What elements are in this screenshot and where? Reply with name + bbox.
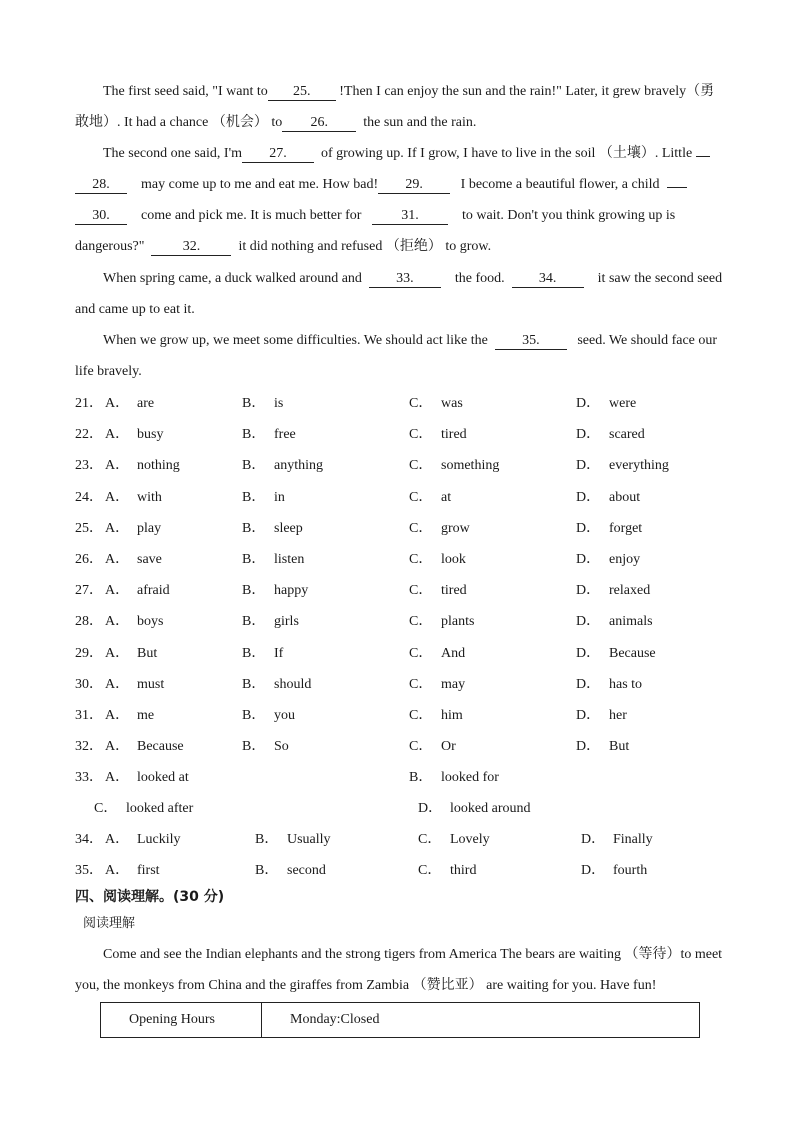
question-number: 32． — [75, 739, 103, 755]
option-d-text[interactable]: animals — [609, 614, 653, 630]
blank-27[interactable]: 27. — [242, 145, 314, 163]
option-d-letter[interactable]: D． — [576, 676, 601, 692]
option-a-text[interactable]: save — [137, 552, 162, 567]
option-c-letter[interactable]: C． — [409, 520, 433, 536]
option-c-letter[interactable]: C． — [409, 645, 433, 661]
option-c-letter[interactable]: C． — [409, 676, 433, 692]
option-c-text[interactable]: may — [441, 676, 466, 692]
opening-hours-label: Opening Hours — [101, 1003, 262, 1038]
option-a-text[interactable]: boys — [137, 614, 164, 630]
passage-line: dangerous?" 32. it did nothing and refused （拒绝） to grow. — [75, 239, 492, 254]
question-number: 28． — [75, 614, 103, 630]
question-row — [75, 612, 765, 632]
blank-30[interactable]: 30. — [75, 207, 127, 225]
option-b-text[interactable]: happy — [274, 583, 309, 599]
option-c-text[interactable]: Or — [441, 739, 456, 755]
question-row — [75, 675, 765, 695]
option-a-letter[interactable]: A． — [105, 645, 130, 661]
option-b-letter[interactable]: B． — [242, 583, 266, 599]
option-a-letter[interactable]: A． — [105, 739, 130, 755]
option-c-letter[interactable]: C． — [409, 614, 433, 630]
option-c-text[interactable]: tired — [441, 427, 467, 443]
option-c-letter[interactable]: C． — [409, 396, 433, 411]
option-d-letter[interactable]: D． — [576, 583, 601, 599]
option-b-letter[interactable]: B． — [242, 739, 266, 755]
option-c-text[interactable]: something — [441, 458, 500, 474]
option-c-letter[interactable]: C． — [94, 801, 118, 816]
option-c-text[interactable]: plants — [441, 614, 475, 630]
option-b-letter[interactable]: B． — [409, 770, 433, 785]
question-number: 21． — [75, 396, 103, 411]
option-d-text[interactable]: Finally — [613, 832, 653, 847]
question-row — [75, 456, 765, 476]
option-d-letter[interactable]: D． — [576, 614, 601, 630]
option-a-text[interactable]: Luckily — [137, 832, 181, 847]
question-number: 24． — [75, 489, 103, 505]
question-row — [75, 488, 765, 508]
option-a-text[interactable]: But — [137, 645, 158, 661]
option-d-text[interactable]: were — [609, 396, 637, 411]
option-b-letter[interactable]: B． — [255, 863, 279, 878]
option-a-text[interactable]: must — [137, 676, 165, 692]
question-row-33-cont — [75, 799, 765, 819]
option-a-letter[interactable]: A． — [105, 863, 130, 878]
option-b-letter[interactable]: B． — [242, 458, 266, 474]
passage-line: The first seed said, "I want to 25. !Then I can enjoy the sun and the rain!" Later, it grew bravely（勇 — [103, 84, 715, 99]
option-b-text[interactable]: If — [274, 645, 284, 661]
option-c-letter[interactable]: C． — [409, 552, 433, 567]
passage-line: 30. come and pick me. It is much better for 31. to wait. Don't you think growing up is — [75, 206, 748, 226]
question-number: 30． — [75, 676, 103, 692]
option-b-letter[interactable]: B． — [242, 708, 266, 723]
passage-line: The second one said, I'm 27. of growing up. If I grow, I have to live in the soil （土壤）. Little — [103, 144, 748, 164]
option-d-letter[interactable]: D． — [576, 520, 601, 536]
blank-28[interactable]: 28. — [75, 176, 127, 194]
option-c-letter[interactable]: C． — [418, 863, 442, 878]
passage-line: and came up to eat it. — [75, 302, 195, 317]
question-row-35 — [75, 861, 765, 881]
option-b-letter[interactable]: B． — [255, 832, 279, 847]
option-b-letter[interactable]: B． — [242, 645, 266, 661]
option-b-letter[interactable]: B． — [242, 520, 266, 536]
option-a-letter[interactable]: A． — [105, 396, 130, 411]
option-a-letter[interactable]: A． — [105, 676, 130, 692]
option-b-text[interactable]: free — [274, 427, 296, 443]
question-number: 22． — [75, 427, 103, 443]
option-d-letter[interactable]: D． — [576, 552, 601, 567]
passage-line: When spring came, a duck walked around and 33. the food. 34. it saw the second seed — [103, 271, 723, 286]
blank-35[interactable]: 35. — [495, 332, 567, 350]
option-b-text[interactable]: girls — [274, 614, 299, 630]
option-d-text[interactable]: about — [609, 489, 641, 505]
blank-31[interactable]: 31. — [372, 207, 448, 225]
option-b-text[interactable]: anything — [274, 458, 323, 474]
option-b-text[interactable]: in — [274, 489, 285, 505]
option-c-text[interactable]: third — [450, 863, 477, 878]
question-number: 31． — [75, 708, 103, 723]
option-b-letter[interactable]: B． — [242, 489, 266, 505]
option-b-letter[interactable]: B． — [242, 552, 266, 567]
option-c-letter[interactable]: C． — [409, 458, 433, 474]
option-b-text[interactable]: should — [274, 676, 312, 692]
question-number: 26． — [75, 552, 103, 567]
option-b-letter[interactable]: B． — [242, 614, 266, 630]
blank-32[interactable]: 32. — [151, 238, 231, 256]
option-d-text[interactable]: forget — [609, 520, 643, 536]
option-d-letter[interactable]: D． — [576, 458, 601, 474]
question-row — [75, 737, 765, 757]
option-a-letter[interactable]: A． — [105, 770, 130, 785]
reading-intro-line: Come and see the Indian elephants and the strong tigers from America The bears are waiting （等待）to meet — [103, 947, 723, 962]
option-c-text[interactable]: looked after — [126, 801, 194, 816]
option-b-text[interactable]: sleep — [274, 520, 303, 536]
blank-33[interactable]: 33. — [369, 270, 441, 288]
option-c-text[interactable]: And — [441, 645, 466, 661]
option-a-letter[interactable]: A． — [105, 614, 130, 630]
passage-line: When we grow up, we meet some difficulties. We should act like the 35. seed. We should face our — [103, 333, 718, 348]
option-b-text[interactable]: looked for — [441, 770, 499, 785]
option-d-letter[interactable]: D． — [581, 832, 606, 847]
question-row-34 — [75, 830, 765, 850]
question-number: 25． — [75, 520, 103, 536]
question-number: 33． — [75, 770, 103, 785]
passage-line: 28. may come up to me and eat me. How bad! 29. I become a beautiful flower, a child — [75, 175, 748, 195]
option-a-text[interactable]: play — [137, 520, 162, 536]
option-a-text[interactable]: nothing — [137, 458, 180, 474]
option-c-letter[interactable]: C． — [409, 583, 433, 599]
blank-25[interactable]: 25. — [268, 83, 336, 101]
blank-29[interactable]: 29. — [378, 176, 450, 194]
option-a-text[interactable]: with — [137, 489, 162, 505]
option-c-letter[interactable]: C． — [409, 489, 433, 505]
option-d-text[interactable]: But — [609, 739, 630, 755]
option-d-text[interactable]: looked around — [450, 801, 531, 816]
option-d-text[interactable]: Because — [609, 645, 656, 661]
option-c-letter[interactable]: C． — [409, 739, 433, 755]
option-a-text[interactable]: afraid — [137, 583, 170, 599]
option-c-letter[interactable]: C． — [409, 708, 433, 723]
question-row — [75, 706, 765, 726]
passage-line: life bravely. — [75, 364, 142, 379]
option-b-text[interactable]: you — [274, 708, 295, 723]
option-d-letter[interactable]: D． — [581, 863, 606, 878]
option-c-text[interactable]: grow — [441, 520, 470, 536]
option-c-text[interactable]: look — [441, 552, 466, 567]
option-a-text[interactable]: first — [137, 863, 160, 878]
question-number: 35． — [75, 863, 103, 878]
option-a-text[interactable]: are — [137, 396, 155, 411]
option-a-text[interactable]: looked at — [137, 770, 189, 785]
option-a-text[interactable]: me — [137, 708, 155, 723]
option-c-letter[interactable]: C． — [409, 427, 433, 443]
option-b-letter[interactable]: B． — [242, 396, 266, 411]
blank-34[interactable]: 34. — [512, 270, 584, 288]
opening-hours-value: Monday:Closed — [262, 1003, 700, 1038]
option-b-text[interactable]: listen — [274, 552, 305, 567]
option-d-text[interactable]: fourth — [613, 863, 648, 878]
question-row — [75, 519, 765, 539]
option-b-letter[interactable]: B． — [242, 427, 266, 443]
question-row-33 — [75, 768, 765, 788]
option-d-letter[interactable]: D． — [576, 708, 601, 723]
option-c-text[interactable]: tired — [441, 583, 467, 599]
option-d-text[interactable]: her — [609, 708, 627, 723]
option-a-letter[interactable]: A． — [105, 552, 130, 567]
option-a-letter[interactable]: A． — [105, 832, 130, 847]
question-number: 23． — [75, 458, 103, 474]
option-d-letter[interactable]: D． — [576, 427, 601, 443]
question-row — [75, 550, 765, 570]
passage-line: 敢地）. It had a chance （机会） to 26. the sun and the rain. — [75, 115, 477, 130]
option-a-letter[interactable]: A． — [105, 583, 130, 599]
option-c-text[interactable]: Lovely — [450, 832, 490, 847]
option-a-letter[interactable]: A． — [105, 520, 130, 536]
option-b-text[interactable]: second — [287, 863, 326, 878]
option-a-text[interactable]: busy — [137, 427, 164, 443]
option-a-letter[interactable]: A． — [105, 427, 130, 443]
question-row — [75, 644, 765, 664]
option-d-letter[interactable]: D． — [576, 489, 601, 505]
option-a-letter[interactable]: A． — [105, 489, 130, 505]
question-row — [75, 394, 765, 414]
option-a-text[interactable]: Because — [137, 739, 184, 755]
question-number: 34． — [75, 832, 103, 847]
option-d-letter[interactable]: D． — [576, 645, 601, 661]
option-b-letter[interactable]: B． — [242, 676, 266, 692]
blank-26[interactable]: 26. — [282, 114, 356, 132]
section-subheading: 阅读理解 — [83, 916, 136, 931]
option-c-text[interactable]: him — [441, 708, 463, 723]
option-a-letter[interactable]: A． — [105, 458, 130, 474]
option-d-text[interactable]: scared — [609, 427, 645, 443]
option-d-text[interactable]: enjoy — [609, 552, 641, 567]
option-d-text[interactable]: everything — [609, 458, 669, 474]
option-d-letter[interactable]: D． — [576, 739, 601, 755]
option-c-letter[interactable]: C． — [418, 832, 442, 847]
question-row — [75, 581, 765, 601]
opening-hours-table — [100, 1002, 700, 1038]
option-d-letter[interactable]: D． — [418, 801, 443, 816]
option-d-letter[interactable]: D． — [576, 396, 601, 411]
option-a-letter[interactable]: A． — [105, 708, 130, 723]
option-b-text[interactable]: Usually — [287, 832, 331, 847]
option-b-text[interactable]: is — [274, 396, 284, 411]
question-row — [75, 425, 765, 445]
reading-intro-line: you, the monkeys from China and the giraffes from Zambia （赞比亚） are waiting for you. Have fun! — [75, 978, 657, 993]
option-c-text[interactable]: at — [441, 489, 452, 505]
option-c-text[interactable]: was — [441, 396, 463, 411]
section-heading: 四、阅读理解。(30 分) — [75, 889, 225, 905]
option-d-text[interactable]: relaxed — [609, 583, 651, 599]
question-number: 29． — [75, 645, 103, 661]
option-b-text[interactable]: So — [274, 739, 289, 755]
question-number: 27． — [75, 583, 103, 599]
option-d-text[interactable]: has to — [609, 676, 643, 692]
